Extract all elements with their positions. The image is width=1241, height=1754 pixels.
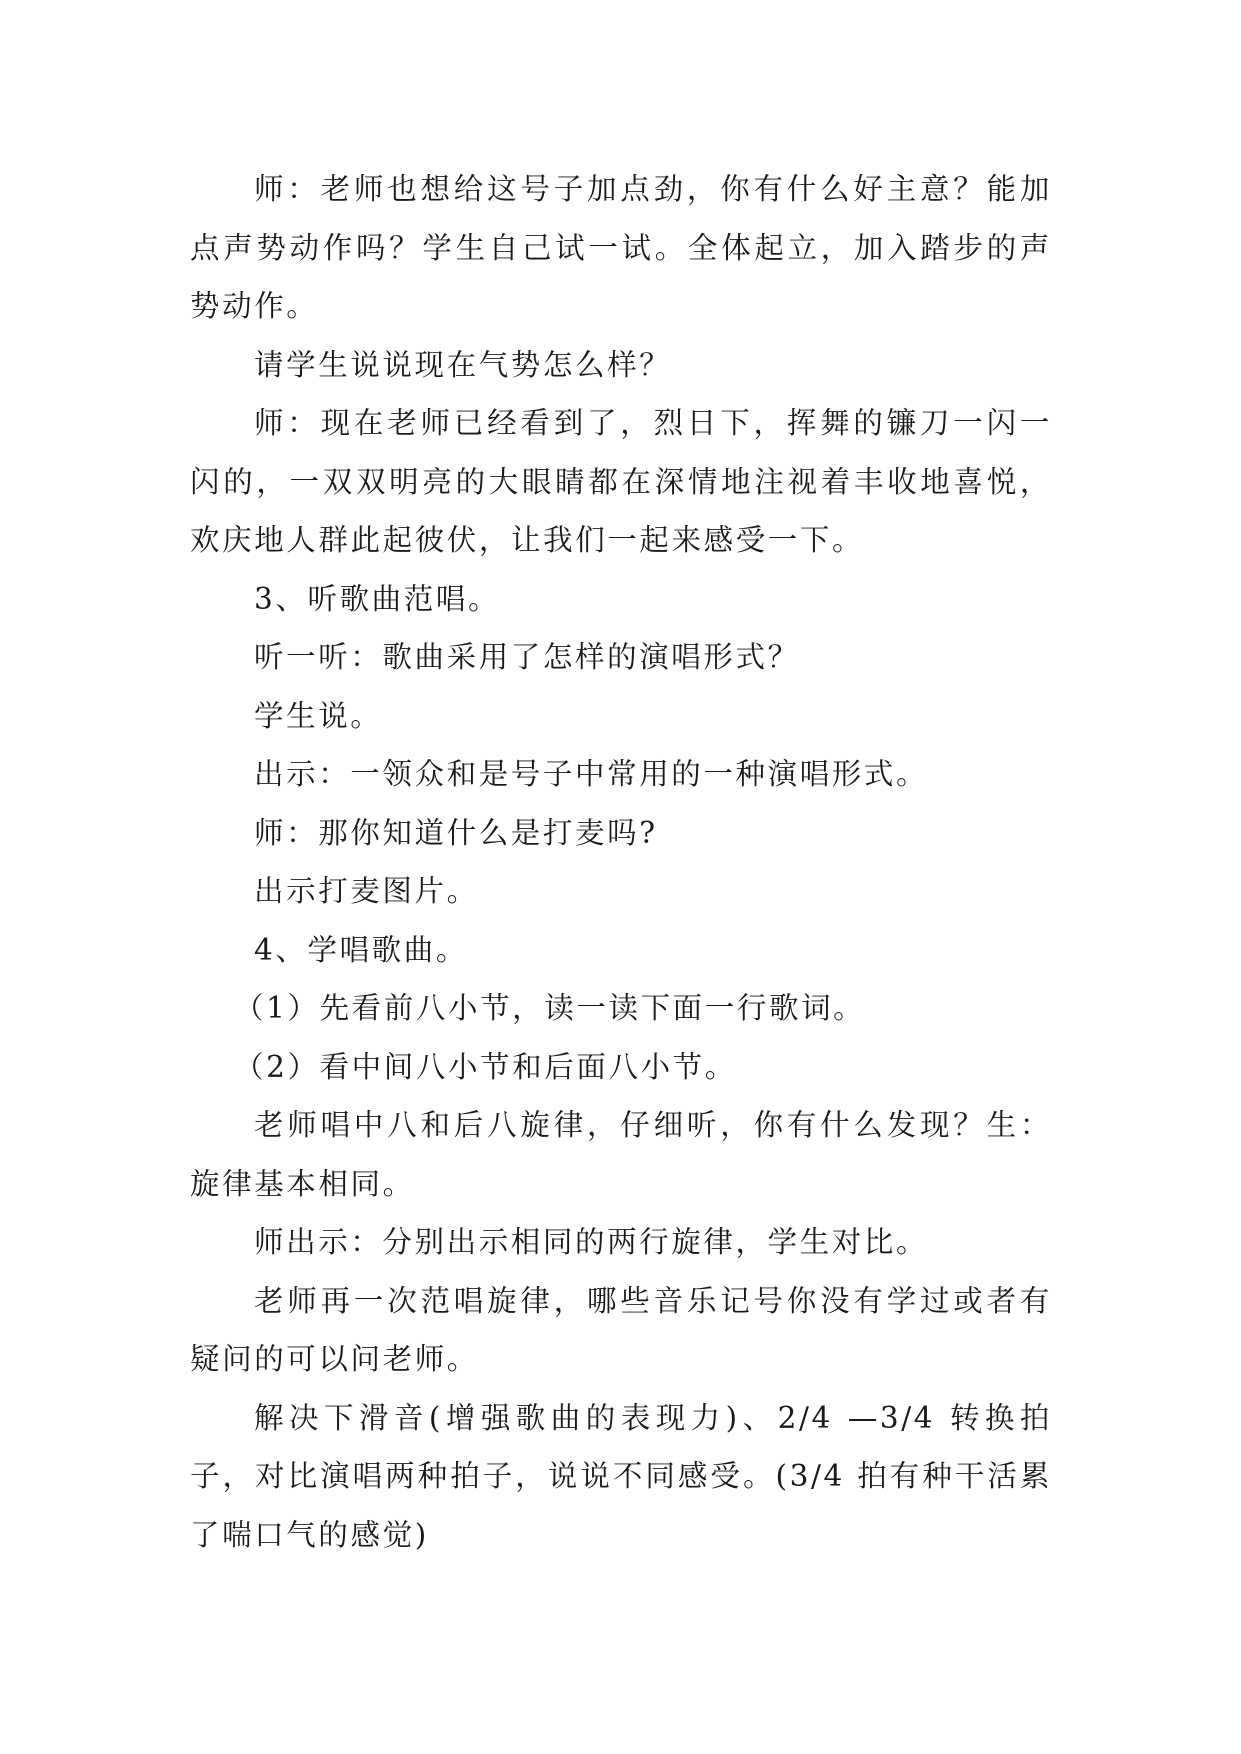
paragraph-substep-1: （1）先看前八小节，读一读下面一行歌词。 bbox=[234, 991, 866, 1025]
paragraph-step-3-heading: 3、听歌曲范唱。 bbox=[254, 581, 501, 616]
paragraph-substep-2: （2）看中间八小节和后面八小节。 bbox=[234, 1049, 737, 1084]
paragraph-show-form: 出示：一领众和是号子中常用的一种演唱形式。 bbox=[254, 757, 929, 791]
paragraph-show-picture: 出示打麦图片。 bbox=[254, 874, 479, 908]
paragraph-ask-momentum: 请学生说说现在气势怎么样？ bbox=[254, 347, 672, 382]
paragraph-show-melodies: 师出示：分别出示相同的两行旋律，学生对比。 bbox=[254, 1225, 929, 1259]
paragraph-listen-question: 听一听：歌曲采用了怎样的演唱形式？ bbox=[254, 640, 800, 674]
paragraph-teacher-sings-again: 老师再一次范唱旋律，哪些音乐记号你没有学过或者有疑问的可以问老师。 bbox=[190, 1283, 1052, 1376]
paragraph-teacher-scene: 师：现在老师已经看到了，烈日下，挥舞的镰刀一闪一闪的，一双双明亮的大眼睛都在深情地注视着丰收地喜悦，欢庆地人群此起彼伏，让我们一起来感受一下。 bbox=[190, 406, 1052, 557]
paragraph-step-4-heading: 4、学唱歌曲。 bbox=[254, 932, 468, 967]
paragraph-glissando-meter: 解决下滑音(增强歌曲的表现力)、2/4 —3/4 转换拍子，对比演唱两种拍子，说说不同感受。(3/4 拍有种干活累了喘口气的感觉) bbox=[190, 1400, 1052, 1552]
document-body bbox=[190, 160, 1052, 1564]
paragraph-students-say: 学生说。 bbox=[254, 698, 383, 733]
paragraph-teacher-sings: 老师唱中八和后八旋律，仔细听，你有什么发现？生：旋律基本相同。 bbox=[190, 1108, 1052, 1201]
paragraph-teacher-threshing: 师：那你知道什么是打麦吗? bbox=[254, 815, 658, 850]
paragraph-teacher-add-energy: 师：老师也想给这号子加点劲，你有什么好主意？能加点声势动作吗？学生自己试一试。全体起立，加入踏步的声势动作。 bbox=[190, 172, 1052, 323]
